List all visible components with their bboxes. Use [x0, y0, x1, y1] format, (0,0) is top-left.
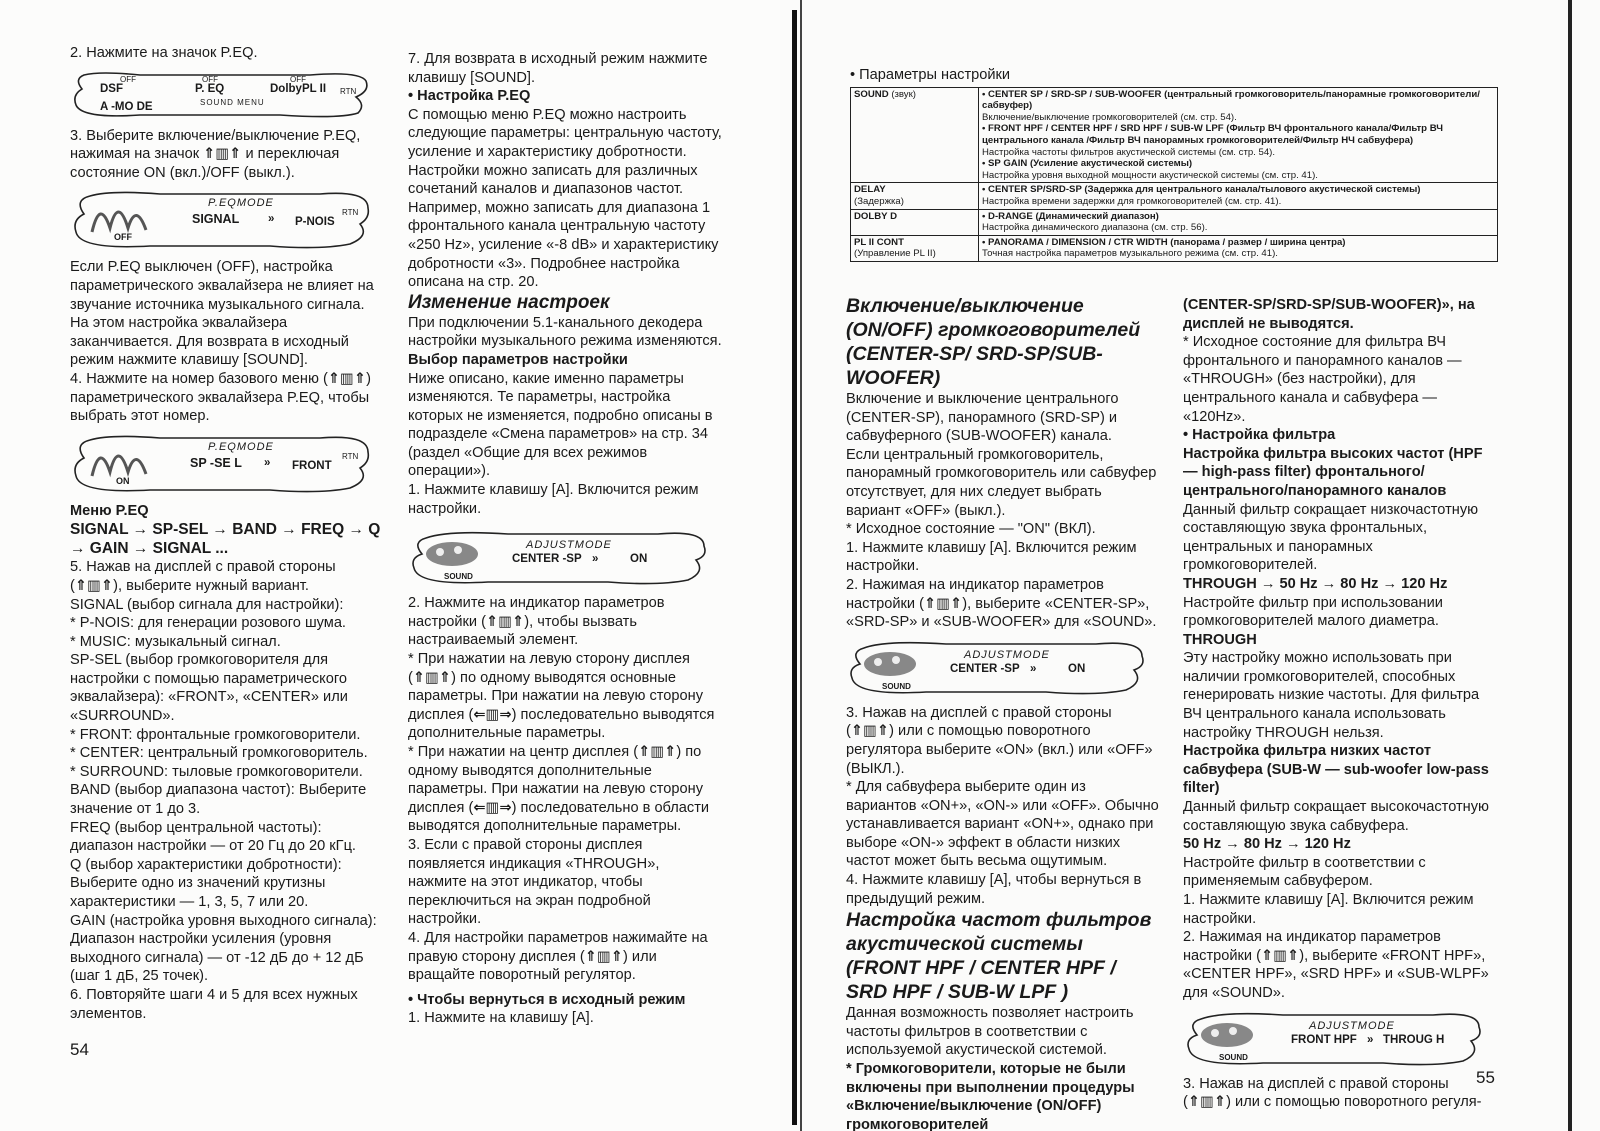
adjust-note-center: * При нажатии на центр дисплея (⇑▥⇑) по одному выводятся дополнительные параметры. При нажатии на левую сторону дисплея (⇐▥⇒) последовательно в области выводятся дополнительные параметры. — [408, 744, 710, 835]
lcd-adjust-mode — [408, 528, 722, 586]
right-column-1 — [846, 294, 1160, 1131]
change-settings-text: При подключении 5.1-канального декодера настройки музыкального режима изменяются. — [408, 314, 722, 350]
through-label: THROUGH — [1183, 631, 1257, 648]
adjust-step-3: 3. Если с правой стороны дисплея появляется индикация «THROUGH», нажмите на этот индикатор, чтобы переключиться на экран подробной настройки. — [408, 836, 660, 928]
params-table — [850, 87, 1498, 262]
hpf-text: Данный фильтр сокращает низкочастотную составляющую звука фронтальных, центральных и панорамных громкоговорителей. — [1183, 501, 1479, 574]
lpf-sequence: 50 Hz → 80 Hz → 120 Hz — [1183, 836, 1351, 853]
step-4: 4. Нажмите на номер базового меню (⇑▥⇑) параметрического эквалайзера P.EQ, чтобы выбрать этот номер. — [70, 370, 371, 425]
lcd-sound[interactable]: SOUND — [444, 572, 473, 582]
adjust-note-left: * При нажатии на левую сторону дисплея (⇑▥⇑) по одному выводятся основные параметры. При нажатии на левую сторону дисплея (⇐▥⇒) последовательно выводятся дополнительные параметры. — [408, 651, 715, 742]
lcd-value[interactable]: ON — [630, 553, 648, 566]
lcd-arrows: » — [1030, 662, 1037, 675]
onoff-text-2: Если центральный громкоговоритель, панорамный громкоговоритель или сабвуфер отсутствует, для них следует выбрать вариант «OFF» (выкл.). — [846, 446, 1157, 519]
step-5: 5. Нажав на дисплей с правой стороны (⇑▥⇑), выберите нужный вариант. — [70, 559, 336, 594]
lcd-state[interactable]: OFF — [114, 232, 132, 243]
lpf-heading: Настройка фильтра низких частот сабвуфера (SUB-W — sub-woofer low-pass filter) — [1183, 743, 1489, 797]
left-column-1 — [70, 44, 382, 1023]
filter-setup-heading: • Настройка фильтра — [1183, 427, 1336, 444]
freq-desc: FREQ (выбор центральной частоты): диапазон настройки — от 20 Гц до 20 кГц. — [70, 819, 356, 855]
filters-heading: Настройка частот фильтров акустической системы (FRONT HPF / CENTER HPF / SRD HPF / SUB-W LPF ) — [846, 909, 1152, 1004]
lcd-adjust-mode-center — [846, 638, 1160, 696]
lpf-tip: Настройте фильтр в соответствии с применяемым сабвуфером. — [1183, 854, 1426, 890]
spsel-surround: * SURROUND: тыловые громкоговорители. — [70, 763, 363, 780]
through-text: Эту настройку можно использовать при наличии громкоговорителей, способных генерировать низкие частоты. Для фильтра ВЧ центрального канала использовать настройку THROUGH нельзя. — [1183, 650, 1480, 741]
filters-text: Данная возможность позволяет настроить частоты фильтров в соответствии с используемой акустической системой. — [846, 1005, 1134, 1059]
filters-note: * Громкоговорители, которые не были включены при выполнении процедуры «Включение/выключение (ON/OFF) громкоговорителей — [846, 1061, 1135, 1131]
lcd-amode[interactable]: A -MO DE — [100, 100, 153, 113]
lcd-title: ADJUSTMODE — [964, 648, 1050, 661]
adjust-step-2: 2. Нажмите на индикатор параметров настройки (⇑▥⇑), чтобы вызвать настраиваемый элемент. — [408, 595, 665, 649]
return-heading: • Чтобы вернуться в исходный режим — [408, 991, 686, 1008]
lcd-value[interactable]: THROUG H — [1383, 1033, 1445, 1046]
spsel-center: * CENTER: центральный громкоговоритель. — [70, 745, 368, 762]
lcd-peq[interactable]: P. EQ — [195, 82, 225, 95]
peq-off-note: Если P.EQ выключен (OFF), настройка параметрического эквалайзера не влияет на звучание источника музыкального сигнала. На этом настройка эквалайзера заканчивается. Для возврата в исходный режим нажмите клавишу [SOUND]. — [70, 259, 374, 369]
adjust-step-1: 1. Нажмите клавишу [A]. Включится режим настройки. — [408, 482, 699, 517]
lcd-title: ADJUSTMODE — [526, 539, 612, 552]
book-spine-shadow — [800, 0, 802, 1131]
filter-step-1: 1. Нажмите клавишу [A]. Включится режим настройки. — [1183, 892, 1474, 927]
table-key: DELAY (Задержка) — [851, 183, 979, 209]
step-7: 7. Для возврата в исходный режим нажмите клавишу [SOUND]. — [408, 51, 708, 86]
select-params-heading: Выбор параметров настройки — [408, 351, 628, 368]
lcd-signal[interactable]: SIGNAL — [192, 212, 240, 227]
lcd-title: ADJUSTMODE — [1309, 1019, 1395, 1032]
onoff-step-2: 2. Нажимая на индикатор параметров настройки (⇑▥⇑), выберите «CENTER-SP», «SRD-SP» и «SUB-WOOFER» для «SOUND». — [846, 576, 1157, 631]
hpf-tip: Настройте фильтр при использовании громкоговорителей малого диаметра. — [1183, 594, 1443, 630]
signal-desc: SIGNAL (выбор сигнала для настройки): — [70, 596, 344, 613]
lcd-label[interactable]: FRONT HPF — [1291, 1033, 1357, 1046]
step-3: 3. Выберите включение/выключение P.EQ, нажимая на значок ⇑▥⇑ и переключая состояние ON (вкл.)/OFF (выкл.). — [70, 127, 361, 181]
change-settings-heading: Изменение настроек — [408, 291, 610, 313]
spsel-front: * FRONT: фронтальные громкоговорители. — [70, 726, 361, 743]
lcd-peq-mode-off — [70, 188, 382, 250]
spsel-desc: SP-SEL (выбор громкоговорителя для настройки с помощью параметрического эквалайзера): «FRONT», «CENTER» или «SURROUND». — [70, 652, 348, 725]
onoff-heading: Включение/выключение (ON/OFF) громкоговорителей (CENTER-SP/ SRD-SP/SUB-WOOFER) — [846, 295, 1141, 389]
lcd-off-2: OFF — [202, 74, 218, 84]
hpf-sequence: THROUGH → 50 Hz → 80 Hz → 120 Hz — [1183, 575, 1448, 592]
select-params-text: Ниже описано, какие именно параметры изменяются. Те параметры, настройка которых не изменяется, подробно описаны в подразделе «Смена параметров» на стр. 34 (раздел «Общие для всех режимов операции»). — [408, 370, 713, 480]
table-value: • PANORAMA / DIMENSION / CTR WIDTH (панорама / размер / ширина центра) Точная настройка параметров музыкального режима (см. стр. 41). — [979, 235, 1498, 261]
peq-menu-title: Меню P.EQ — [70, 502, 149, 519]
lcd-label[interactable]: CENTER -SP — [950, 662, 1020, 675]
onoff-step-4: 4. Нажмите клавишу [A], чтобы вернуться в предыдущий режим. — [846, 872, 1142, 907]
filter-step-3: 3. Нажав на дисплей с правой стороны (⇑▥⇑) или с помощью поворотного регуля- — [1183, 1075, 1482, 1111]
lcd-label[interactable]: CENTER -SP — [512, 553, 582, 566]
lcd-arrows: » — [1367, 1033, 1374, 1046]
onoff-step-3: 3. Нажав на дисплей с правой стороны (⇑▥⇑) или с помощью поворотного регулятора выберите «ON» (вкл.) или «OFF» (ВЫКЛ.). — [846, 704, 1153, 777]
lcd-peq-mode-on — [70, 432, 382, 494]
onoff-default: * Исходное состояние — "ON" (ВКЛ). — [846, 521, 1096, 538]
lcd-rtn[interactable]: RTN — [342, 451, 359, 461]
return-step-1: 1. Нажмите на клавишу [A]. — [408, 1010, 594, 1027]
lpf-text: Данный фильтр сокращает высокочастотную составляющую звука сабвуфера. — [1183, 799, 1489, 834]
q-desc: Q (выбор характеристики добротности): Выберите одно из значений крутизны характеристики — 1, 3, 5, 7 или 20. — [70, 856, 342, 910]
step-6: 6. Повторяйте шаги 4 и 5 для всех нужных элементов. — [70, 986, 358, 1022]
page-edge — [1568, 0, 1572, 1131]
lcd-sound[interactable]: SOUND — [882, 681, 911, 691]
lcd-adjust-mode-front-hpf — [1183, 1009, 1497, 1067]
params-title: • Параметры настройки — [850, 67, 1011, 83]
lcd-value[interactable]: P-NOIS — [295, 216, 335, 229]
hpf-heading: Настройка фильтра высоких частот (HPF — high-pass filter) фронтального/центрального/панорамного каналов — [1183, 445, 1483, 499]
peq-setup-heading: • Настройка P.EQ — [408, 88, 531, 105]
lcd-sound-menu — [70, 69, 382, 119]
params-section — [850, 66, 1500, 262]
lcd-off-1: OFF — [120, 74, 136, 84]
lcd-state[interactable]: ON — [116, 475, 130, 486]
right-column-2 — [1183, 296, 1497, 1112]
adjust-step-4: 4. Для настройки параметров нажимайте на правую сторону дисплея (⇑▥⇑) или вращайте поворотный регулятор. — [408, 929, 708, 984]
table-row — [851, 87, 1498, 183]
filter-step-2: 2. Нажимая на индикатор параметров настройки (⇑▥⇑), выберите «FRONT HPF», «CENTER HPF», «SRD HPF» и «SUB-WLPF» для «SOUND». — [1183, 929, 1489, 1001]
filters-continue: (CENTER-SP/SRD-SP/SUB-WOOFER)», на дисплей не выводятся. — [1183, 297, 1475, 332]
left-column-2 — [408, 50, 722, 1028]
lcd-sound-menu-label: SOUND MENU — [200, 97, 265, 107]
lcd-rtn[interactable]: RTN — [340, 86, 357, 96]
onoff-step-1: 1. Нажмите клавишу [A]. Включится режим настройки. — [846, 539, 1137, 575]
table-row — [851, 209, 1498, 235]
table-value: • CENTER SP/SRD-SP (Задержка для центрального канала/тылового акустической системы) Настройка времени задержки для громкоговорителей (см. стр. 41). — [979, 183, 1498, 209]
gain-desc: GAIN (настройка уровня выходного сигнала): Диапазон настройки усиления (уровня выходного сигнала) — от -12 дБ до + 12 дБ (шаг 1 дБ, 25 точек). — [70, 912, 377, 985]
lcd-title: P.EQMODE — [208, 197, 274, 210]
page-number-right: 55 — [1476, 1068, 1495, 1087]
signal-music: * MUSIC: музыкальный сигнал. — [70, 633, 281, 650]
lcd-title: P.EQMODE — [208, 440, 274, 453]
table-value: • D-RANGE (Динамический диапазон) Настройка динамического диапазона (см. стр. 56). — [979, 209, 1498, 235]
lcd-arrows: » — [268, 213, 275, 226]
table-key: PL II CONT (Управление PL II) — [851, 235, 979, 261]
lcd-off-3: OFF — [290, 74, 306, 84]
table-value: • CENTER SP / SRD-SP / SUB-WOOFER (центральный громкоговоритель/панорамные громкоговорители/сабвуфер) Включение/выключение громкоговорителей (см. стр. 54). • FRONT HPF / CENTER HPF / SRD HPF / SUB-W LPF (Фильтр ВЧ фронтального канала/Фильтр ВЧ центрального канала /Фильтр ВЧ панорамных громкоговорителей/Фильтр НЧ сабвуфера) Настройка частоты фильтров акустической системы (см. стр. 54). • SP GAIN (Усиление акустической системы) Настройка уровня выходной мощности акустической системы (см. стр. 41). — [979, 87, 1498, 183]
page-number-left: 54 — [70, 1040, 89, 1059]
peq-setup-text: С помощью меню P.EQ можно настроить следующие параметры: центральную частоту, усиление и характеристику добротности. Настройки можно записать для различных сочетаний каналов и диапазонов частот. Например, можно записать для диапазона 1 фронтального канала центральную частоту «250 Hz», усиление «-8 dB» и характеристику добротности «3». Подробнее настройка описана на стр. 20. — [408, 106, 722, 291]
lcd-dolby[interactable]: DolbyPL II — [270, 82, 327, 95]
book-spine — [792, 10, 797, 1125]
lcd-arrows: » — [264, 456, 271, 469]
table-row — [851, 183, 1498, 209]
lcd-rtn[interactable]: RTN — [342, 208, 359, 218]
lcd-value[interactable]: ON — [1068, 662, 1086, 675]
lcd-arrows: » — [592, 553, 599, 566]
peq-menu-sequence: SIGNAL → SP-SEL → BAND → FREQ → Q → GAIN → SIGNAL ... — [70, 521, 381, 558]
onoff-text: Включение и выключение центрального (CENTER-SP), панорамного (SRD-SP) и сабвуферного (SUB-WOOFER) канала. — [846, 391, 1119, 445]
signal-pnois: * P-NOIS: для генерации розового шума. — [70, 615, 346, 632]
lcd-value[interactable]: FRONT — [292, 459, 332, 472]
table-key: DOLBY D — [851, 209, 979, 235]
table-key: SOUND (звук) — [851, 87, 979, 183]
step-2: 2. Нажмите на значок P.EQ. — [70, 45, 258, 61]
lcd-sound[interactable]: SOUND — [1219, 1052, 1248, 1062]
band-desc: BAND (выбор диапазона частот): Выберите значение от 1 до 3. — [70, 782, 367, 818]
onoff-subwoofer-note: * Для сабвуфера выберите один из вариантов «ON+», «ON-» или «OFF». Обычно устанавливается вариант «ON+», однако при выборе «ON-» эффект в области низких частот может быть весьма ощутимым. — [846, 779, 1159, 870]
lcd-sp-sel[interactable]: SP -SE L — [190, 455, 242, 470]
filters-default: * Исходное состояние для фильтра ВЧ фронтального и панорамного каналов — «THROUGH» (без настройки), для центрального канала и сабвуфера — «120Hz». — [1183, 334, 1462, 425]
table-row — [851, 235, 1498, 261]
lcd-dsf[interactable]: DSF — [100, 82, 123, 95]
